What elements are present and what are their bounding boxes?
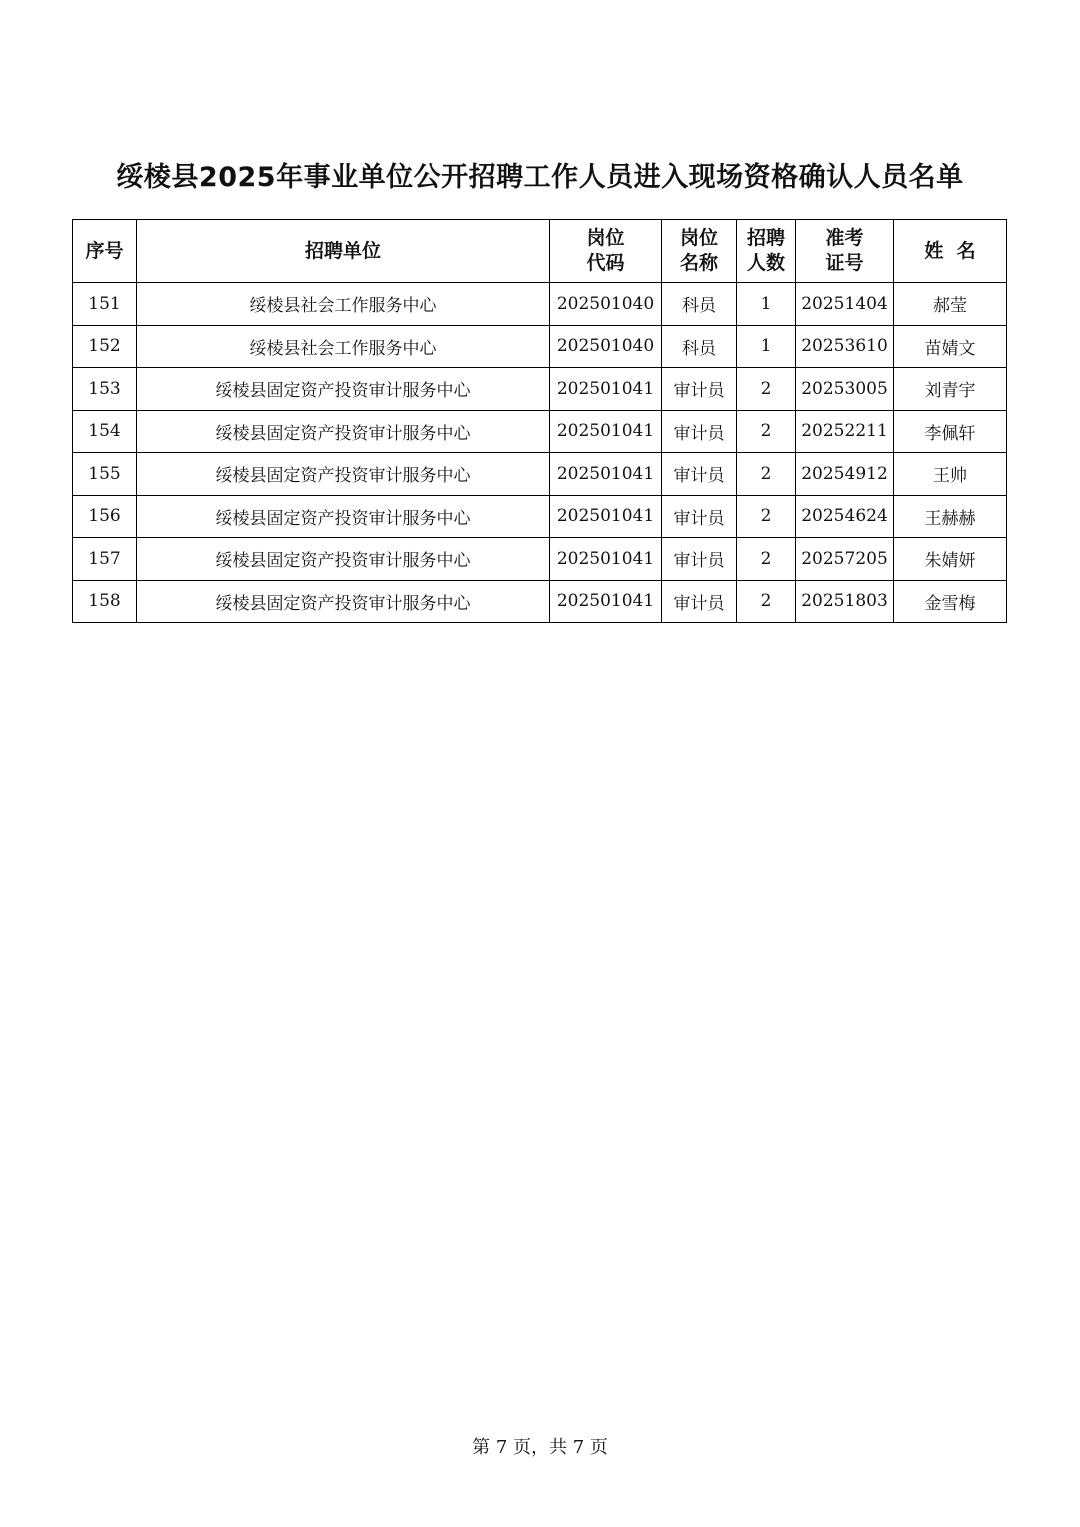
cell-post-name: 审计员 bbox=[662, 580, 737, 623]
cell-seq: 154 bbox=[73, 410, 137, 453]
cell-unit: 绥棱县社会工作服务中心 bbox=[137, 283, 550, 326]
cell-seq: 157 bbox=[73, 538, 137, 581]
header-ticket-number-line2: 证号 bbox=[825, 252, 864, 274]
table-row bbox=[73, 453, 1007, 496]
cell-ticket-number: 20254912 bbox=[796, 453, 894, 496]
cell-post-code: 202501041 bbox=[550, 495, 662, 538]
cell-hire-count: 2 bbox=[737, 538, 796, 581]
page-footer: 第 7 页，共 7 页 bbox=[472, 1437, 608, 1458]
cell-hire-count: 2 bbox=[737, 410, 796, 453]
cell-hire-count: 2 bbox=[737, 453, 796, 496]
table-header-row bbox=[73, 220, 1007, 283]
cell-post-code: 202501040 bbox=[550, 283, 662, 326]
header-ticket-number bbox=[796, 220, 894, 283]
cell-post-name: 审计员 bbox=[662, 538, 737, 581]
cell-hire-count: 2 bbox=[737, 580, 796, 623]
header-post-code-line2: 代码 bbox=[586, 252, 625, 274]
cell-seq: 152 bbox=[73, 325, 137, 368]
cell-name: 朱婧妍 bbox=[894, 538, 1007, 581]
cell-post-name: 科员 bbox=[662, 283, 737, 326]
cell-hire-count: 2 bbox=[737, 368, 796, 411]
cell-name: 刘青宇 bbox=[894, 368, 1007, 411]
table-row bbox=[73, 325, 1007, 368]
header-post-code bbox=[550, 220, 662, 283]
cell-name: 李佩轩 bbox=[894, 410, 1007, 453]
header-post-code-line1: 岗位 bbox=[586, 227, 625, 249]
cell-hire-count: 1 bbox=[737, 283, 796, 326]
cell-post-name: 审计员 bbox=[662, 453, 737, 496]
cell-unit: 绥棱县固定资产投资审计服务中心 bbox=[137, 368, 550, 411]
cell-ticket-number: 20257205 bbox=[796, 538, 894, 581]
table-row bbox=[73, 495, 1007, 538]
header-post-name-line1: 岗位 bbox=[679, 227, 718, 249]
header-hire-count-line2: 人数 bbox=[746, 252, 785, 274]
cell-post-code: 202501040 bbox=[550, 325, 662, 368]
cell-unit: 绥棱县固定资产投资审计服务中心 bbox=[137, 453, 550, 496]
table-row bbox=[73, 283, 1007, 326]
cell-seq: 156 bbox=[73, 495, 137, 538]
cell-unit: 绥棱县社会工作服务中心 bbox=[137, 325, 550, 368]
cell-seq: 158 bbox=[73, 580, 137, 623]
table-row bbox=[73, 410, 1007, 453]
cell-post-code: 202501041 bbox=[550, 538, 662, 581]
cell-name: 苗婧文 bbox=[894, 325, 1007, 368]
cell-post-code: 202501041 bbox=[550, 453, 662, 496]
header-post-name bbox=[662, 220, 737, 283]
header-name: 姓 名 bbox=[894, 220, 1007, 283]
cell-post-code: 202501041 bbox=[550, 410, 662, 453]
cell-ticket-number: 20251404 bbox=[796, 283, 894, 326]
cell-name: 金雪梅 bbox=[894, 580, 1007, 623]
cell-name: 郝莹 bbox=[894, 283, 1007, 326]
cell-unit: 绥棱县固定资产投资审计服务中心 bbox=[137, 495, 550, 538]
header-hire-count bbox=[737, 220, 796, 283]
table-row bbox=[73, 538, 1007, 581]
header-hire-count-line1: 招聘 bbox=[746, 227, 785, 249]
cell-unit: 绥棱县固定资产投资审计服务中心 bbox=[137, 580, 550, 623]
table-row bbox=[73, 580, 1007, 623]
cell-seq: 153 bbox=[73, 368, 137, 411]
cell-post-name: 审计员 bbox=[662, 495, 737, 538]
cell-post-name: 审计员 bbox=[662, 410, 737, 453]
cell-hire-count: 1 bbox=[737, 325, 796, 368]
cell-unit: 绥棱县固定资产投资审计服务中心 bbox=[137, 538, 550, 581]
cell-seq: 151 bbox=[73, 283, 137, 326]
cell-unit: 绥棱县固定资产投资审计服务中心 bbox=[137, 410, 550, 453]
cell-ticket-number: 20253005 bbox=[796, 368, 894, 411]
table-row bbox=[73, 368, 1007, 411]
cell-hire-count: 2 bbox=[737, 495, 796, 538]
cell-ticket-number: 20253610 bbox=[796, 325, 894, 368]
cell-post-code: 202501041 bbox=[550, 368, 662, 411]
cell-ticket-number: 20251803 bbox=[796, 580, 894, 623]
candidate-table bbox=[72, 219, 1007, 623]
cell-ticket-number: 20252211 bbox=[796, 410, 894, 453]
cell-name: 王赫赫 bbox=[894, 495, 1007, 538]
document-title: 绥棱县2025年事业单位公开招聘工作人员进入现场资格确认人员名单 bbox=[116, 162, 964, 193]
header-ticket-number-line1: 准考 bbox=[825, 227, 864, 249]
cell-name: 王帅 bbox=[894, 453, 1007, 496]
cell-post-name: 审计员 bbox=[662, 368, 737, 411]
cell-seq: 155 bbox=[73, 453, 137, 496]
header-post-name-line2: 名称 bbox=[679, 252, 718, 274]
cell-post-name: 科员 bbox=[662, 325, 737, 368]
header-unit: 招聘单位 bbox=[137, 220, 550, 283]
header-seq: 序号 bbox=[73, 220, 137, 283]
cell-ticket-number: 20254624 bbox=[796, 495, 894, 538]
cell-post-code: 202501041 bbox=[550, 580, 662, 623]
